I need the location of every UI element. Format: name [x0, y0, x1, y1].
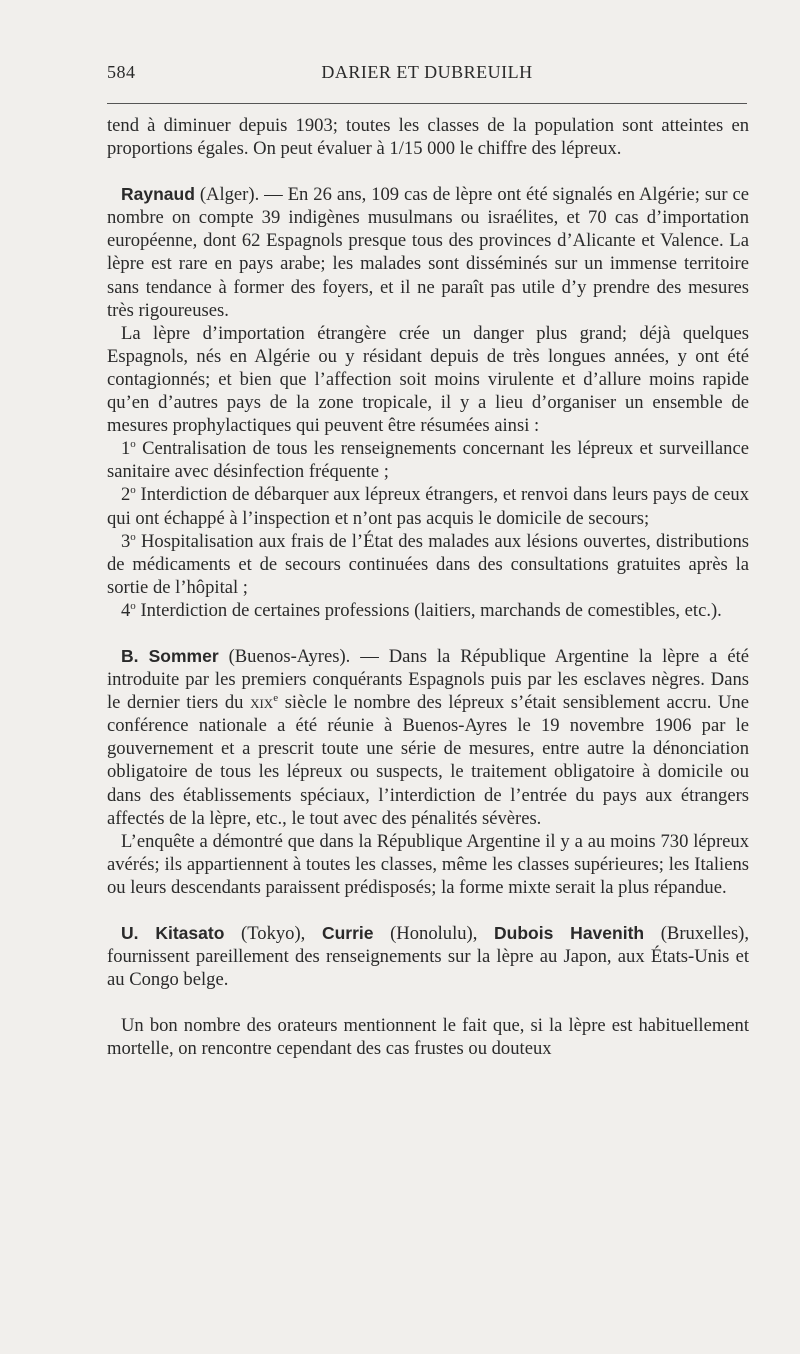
list-item: 3$^o$ Hospitalisation aux frais de l’État des malades aux lésions ouvertes, distributions de médicaments et de secours continuées dans des consultations gratuites après la sortie de l’hôpital ;	[107, 530, 749, 598]
paragraph-enquete: L’enquête a démontré que dans la République Argentine il y a au moins 730 lépreux avérés; ils appartiennent à toutes les classes, même les classes supérieures; les Italiens ou leurs descendants paraissent prédisposés; la forme mixte serait la plus répandue.	[107, 830, 749, 898]
paragraph-text: (Alger). — En 26 ans, 109 cas de lèpre ont été signalés en Algérie; sur ce nombre on compte 39 indigènes musulmans ou israélites, et 70 cas d’importation européenne, dont 62 Espagnols presque tous des provinces d’Alicante et Valence. La lèpre est rare en pays arabe; les malades sont disséminés sur un immense territoire sans tendance à former des foyers, et il ne paraît pas utile d’y prendre des mesures très rigoureuses.	[107, 184, 749, 321]
author-name: Dubois Havenith	[494, 923, 645, 943]
paragraph-importation: La lèpre d’importation étrangère crée un danger plus grand; déjà quelques Espagnols, nés en Algérie ou y résidant depuis de très longues années, y ont été contagionnés; et bien que l’affection soit moins virulente et d’allure moins rapide qu’en d’autres pays de la zone tropicale, il y a lieu d’organiser un ensemble de mesures prophylactiques qui peuvent être résumées ainsi :	[107, 322, 749, 437]
author-name: Raynaud	[121, 184, 195, 205]
paragraph-sommer: B. Sommer (Buenos-Ayres). — Dans la République Argentine la lèpre a été introduite par les premiers conquérants Espagnols puis par les esclaves nègres. Dans le dernier tiers du xix$^e$ siècle le nombre des lépreux s’était sensiblement accru. Une conférence nationale a été réunie à Buenos-Ayres le 19 novembre 1906 par le gouvernement et a prescrit toute une série de mesures, entre autre la dénonciation obligatoire de tous les lépreux ou suspects, le traitement obligatoire à domicile ou dans des établissements spéciaux, l’interdiction de l’entrée du pays aux étrangers affectés de la lèpre, etc., le tout avec des pénalités sévères.	[107, 645, 749, 829]
paragraph-orateurs: Un bon nombre des orateurs mentionnent le fait que, si la lèpre est habituellement mortelle, on rencontre cependant des cas frustes ou douteux	[107, 1015, 749, 1060]
paragraph-raynaud	[107, 183, 749, 322]
author-name: B. Sommer	[121, 645, 219, 666]
page-body	[107, 114, 749, 1060]
running-head: DARIER ET DUBREUILH	[321, 62, 533, 82]
page-number: 584	[107, 62, 136, 82]
list-item: 4$^o$ Interdiction de certaines professions (laitiers, marchands de comestibles, etc.).	[121, 599, 722, 621]
page-header	[107, 62, 747, 86]
list-item: 1$^o$ Centralisation de tous les renseignements concernant les lépreux et surveillance sanitaire avec désinfection fréquente ;	[107, 438, 749, 483]
list-item: 2$^o$ Interdiction de débarquer aux lépreux étrangers, et renvoi dans leurs pays de ceux qui ont échappé à l’inspection et n’ont pas acquis le domicile de secours;	[107, 484, 749, 529]
header-rule	[107, 103, 747, 104]
paragraph-kitasato: U. Kitasato (Tokyo), Currie (Honolulu), Dubois Havenith (Bruxelles), fournissent pareillement des renseignements sur la lèpre au Japon, aux États-Unis et au Congo belge.	[107, 923, 750, 991]
author-name: U. Kitasato	[121, 923, 225, 943]
author-name: Currie	[321, 923, 374, 943]
paragraph-continuation: tend à diminuer depuis 1903; toutes les classes de la population sont atteintes en proportions égales. On peut évaluer à 1/15 000 le chiffre des lépreux.	[107, 115, 749, 160]
